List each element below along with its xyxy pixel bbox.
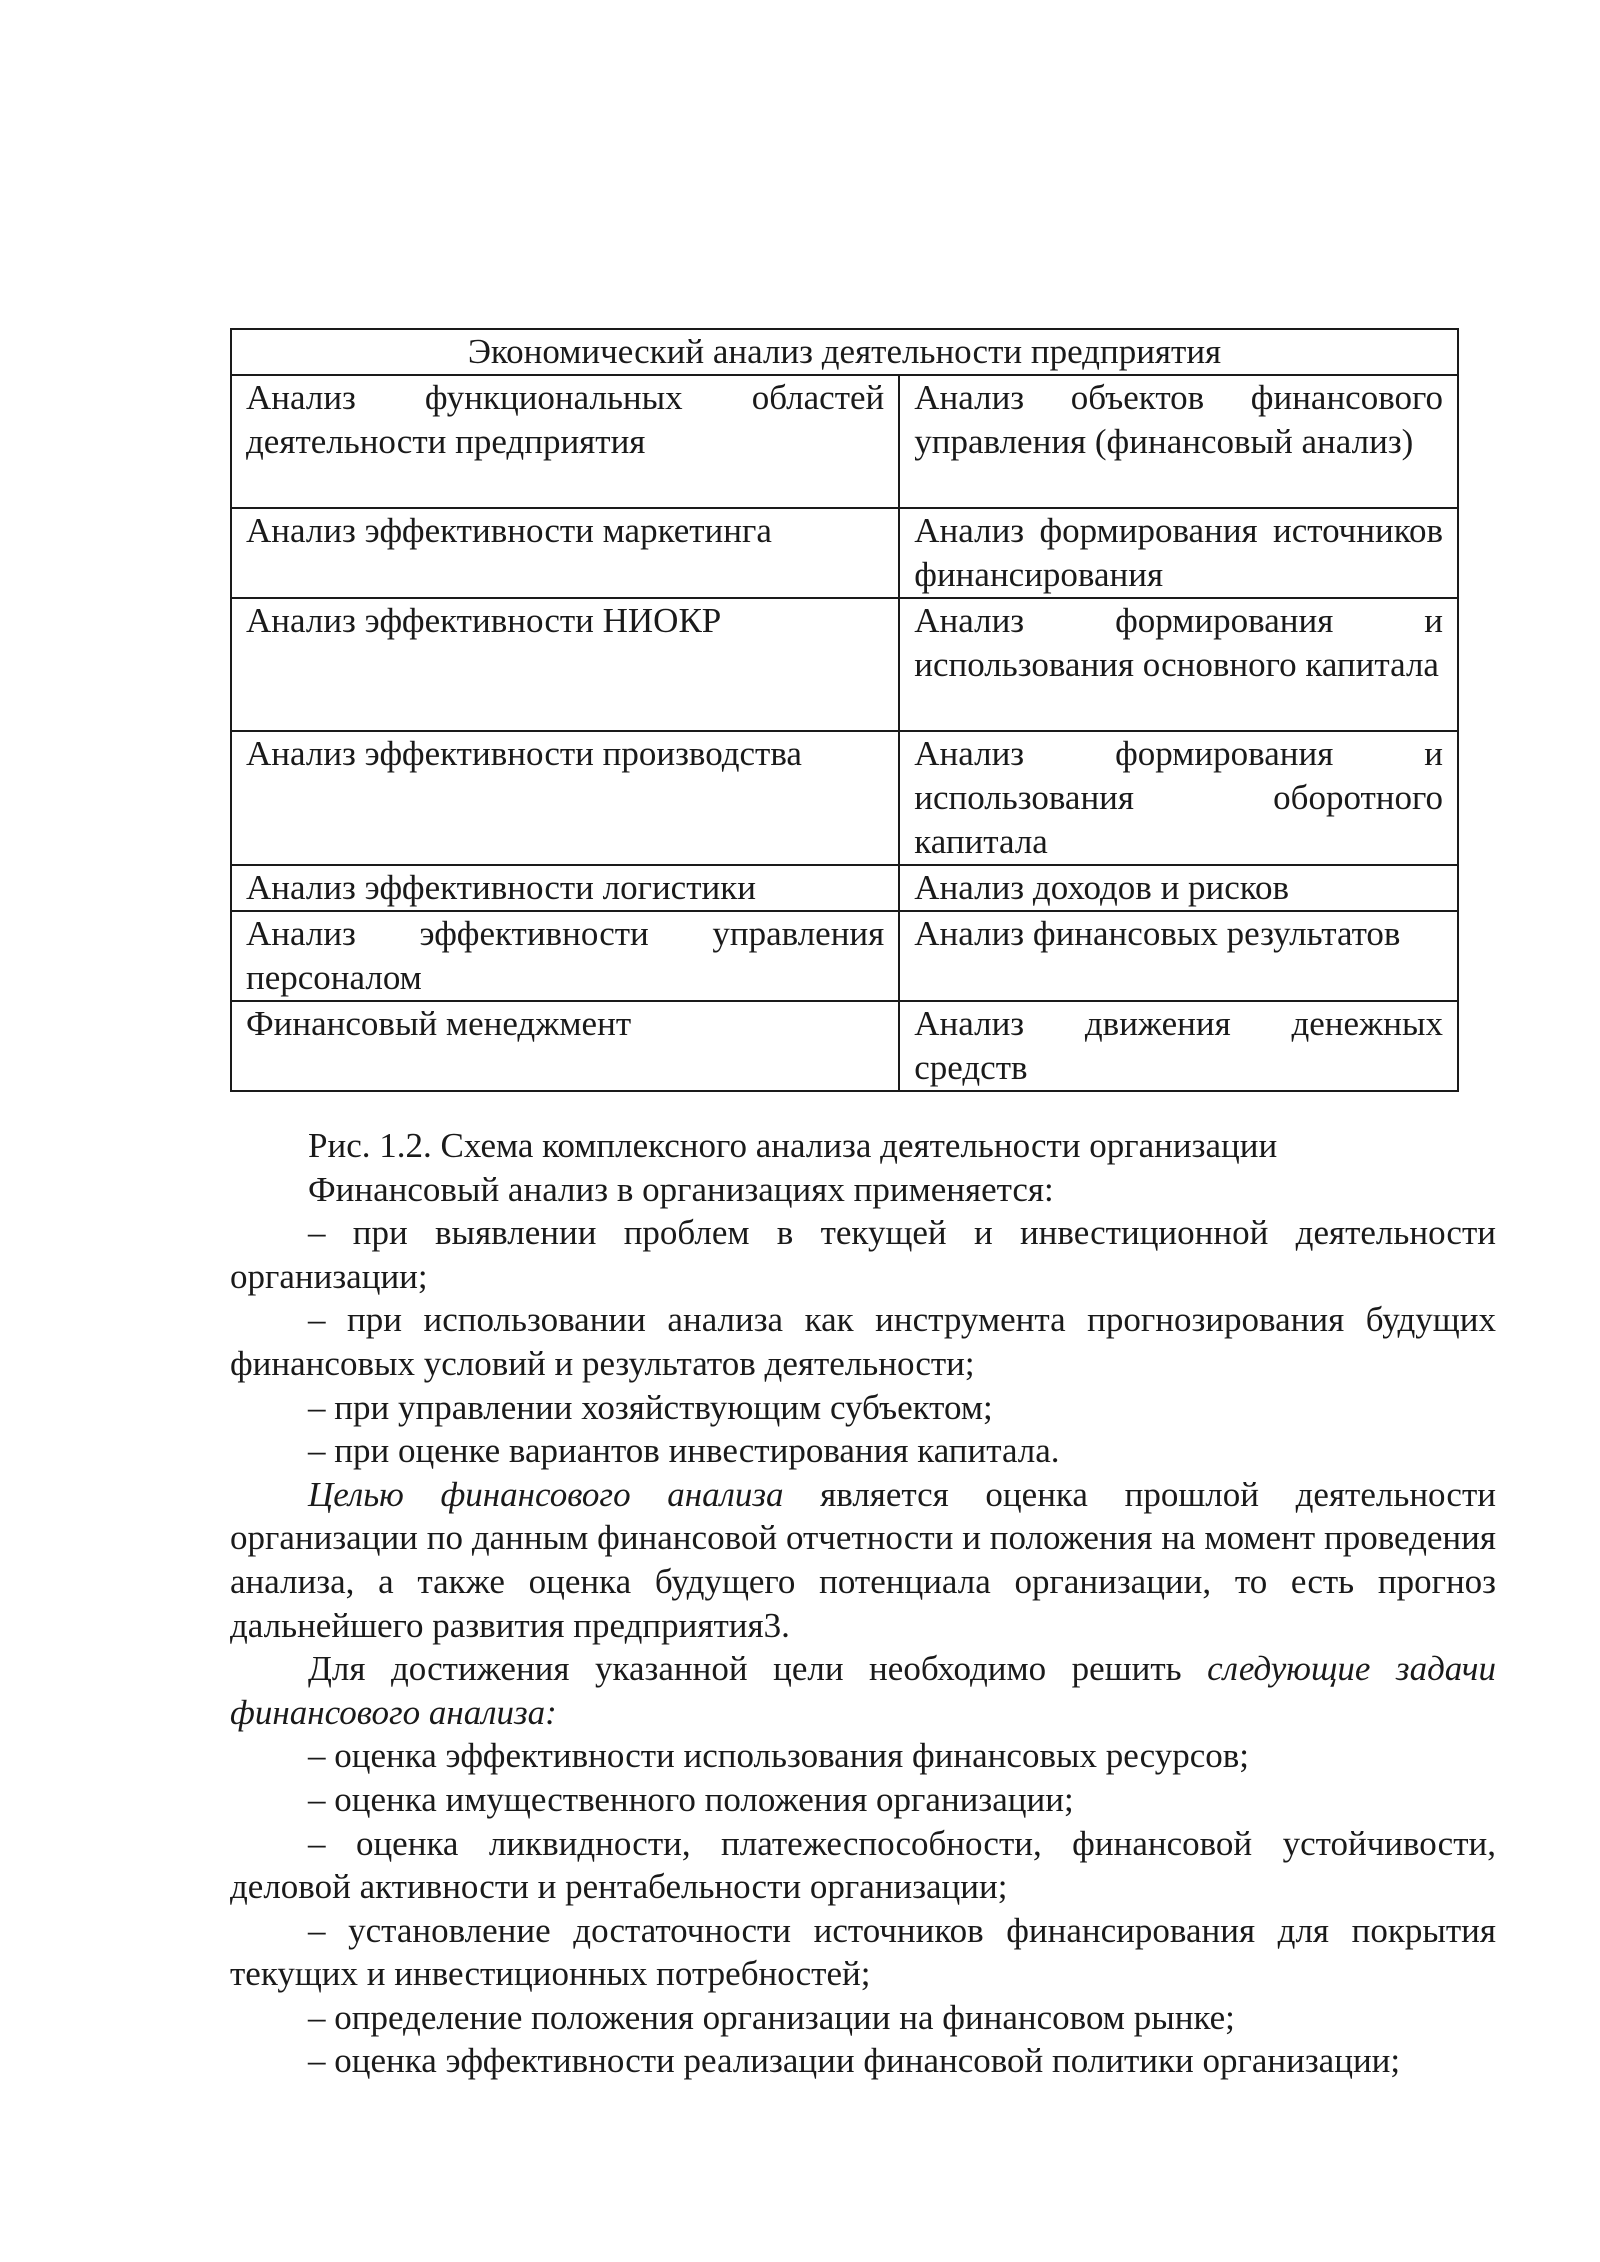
- goal-text: является оценка прошлой деятельности организации по данным финансовой отчетности и положения на момент проведения анализа, а также оценка будущего потенциала организации, то есть прогноз дальнейшего развития предприятия: [230, 1474, 1496, 1645]
- table-cell-right: Анализ формирования и использования основного капитала: [899, 598, 1458, 731]
- paragraph-tasks-intro: [230, 1647, 1496, 1734]
- list-item: – оценка имущественного положения организации;: [308, 1779, 1074, 1819]
- table-row: [231, 1001, 1458, 1091]
- list-item: – определение положения организации на финансовом рынке;: [308, 1997, 1235, 2037]
- list-item: – оценка ликвидности, платежеспособности, финансовой устойчивости, деловой активности и рентабельности организации;: [230, 1823, 1496, 1907]
- tasks-intro-italic: следующие задачи финансового анализа:: [230, 1649, 1497, 1732]
- paragraph-intro: Финансовый анализ в организациях применяется:: [308, 1169, 1054, 1209]
- list-item: – установление достаточности источников финансирования для покрытия текущих и инвестиционных потребностей;: [230, 1910, 1496, 1994]
- table-cell-right: Анализ финансовых результатов: [899, 911, 1458, 1001]
- table-row: [231, 865, 1458, 911]
- table-header: Экономический анализ деятельности предприятия: [231, 329, 1458, 375]
- list-item: – при оценке вариантов инвестирования капитала.: [308, 1431, 1060, 1471]
- figure-caption: Рис. 1.2. Схема комплексного анализа деятельности организации: [308, 1126, 1278, 1165]
- footnote-ref: 3.: [763, 1605, 790, 1645]
- list-item: – оценка эффективности использования финансовых ресурсов;: [308, 1736, 1250, 1776]
- tasks-intro-text: Для достижения указанной цели необходимо решить: [308, 1649, 1208, 1689]
- list-item: – при использовании анализа как инструмента прогнозирования будущих финансовых условий и результатов деятельности;: [230, 1300, 1496, 1383]
- table-cell-left: Анализ эффективности производства: [231, 731, 899, 865]
- table-cell-left: Финансовый менеджмент: [231, 1001, 899, 1091]
- table-cell-left: Анализ эффективности НИОКР: [231, 598, 899, 731]
- paragraph-goal: [230, 1473, 1496, 1647]
- table-cell-right: Анализ движения денежных средств: [899, 1001, 1458, 1091]
- table-cell-left: Анализ эффективности управления персоналом: [231, 911, 899, 1001]
- list-item: – при выявлении проблем в текущей и инвестиционной деятельности организации;: [230, 1213, 1496, 1296]
- list-item: – при управлении хозяйствующим субъектом;: [308, 1387, 993, 1427]
- table-cell-right: Анализ объектов финансового управления (финансовый анализ): [899, 375, 1458, 508]
- table-row: [231, 731, 1458, 865]
- table-cell-left: Анализ эффективности логистики: [231, 865, 899, 911]
- goal-italic: Целью финансового анализа: [308, 1474, 784, 1514]
- table-row: [231, 375, 1458, 508]
- table-cell-left: Анализ эффективности маркетинга: [231, 508, 899, 598]
- list-item: – оценка эффективности реализации финансовой политики организации;: [308, 2041, 1401, 2081]
- table-row: [231, 508, 1458, 598]
- table-cell-left: Анализ функциональных областей деятельности предприятия: [231, 375, 899, 508]
- table-header-row: [231, 329, 1458, 375]
- table-cell-right: Анализ доходов и рисков: [899, 865, 1458, 911]
- body-text: [230, 1124, 1496, 2083]
- table-cell-right: Анализ формирования и использования оборотного капитала: [899, 731, 1458, 865]
- table-cell-right: Анализ формирования источников финансирования: [899, 508, 1458, 598]
- table-row: [231, 598, 1458, 731]
- analysis-scheme-table: [230, 328, 1459, 1092]
- table-row: [231, 911, 1458, 1001]
